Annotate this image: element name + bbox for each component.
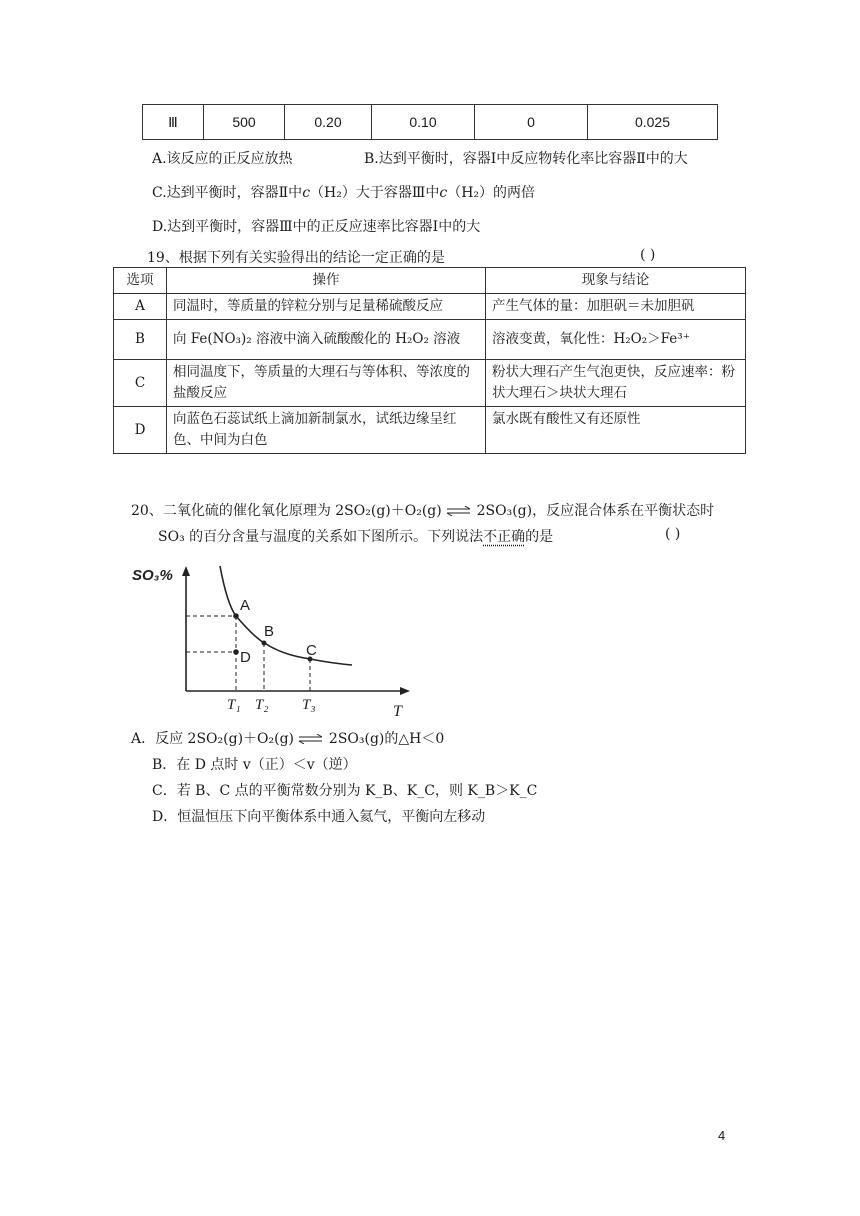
q20-option-d: D．恒温恒压下向平衡体系中通入氦气，平衡向左移动 [152, 809, 486, 825]
label-b: B [264, 623, 275, 640]
q20-emphasis: 不正确 [483, 529, 526, 545]
graph-xlabel: T [393, 703, 402, 718]
row-d-result: 氯水既有酸性又有还原性 [486, 407, 746, 454]
q20-stem-line2 [158, 526, 553, 546]
row-c-option: C [114, 360, 167, 407]
label-c: C [306, 642, 317, 659]
q18-option-d: D.达到平衡时，容器Ⅲ中的正反应速率比容器Ⅰ中的大 [152, 219, 481, 235]
q19-bracket: ( ) [640, 247, 656, 263]
row-d-option: D [114, 407, 167, 454]
page-number: 4 [718, 1128, 726, 1143]
q18-option-c-pre: C.达到平衡时，容器Ⅱ中 [152, 185, 303, 201]
container-table-row [142, 104, 718, 140]
q20-bracket: ( ) [665, 526, 681, 542]
cell-temp: 500 [204, 105, 285, 140]
label-d: D [240, 649, 251, 666]
header-operation: 操作 [167, 268, 486, 294]
row-label: Ⅲ [143, 105, 204, 140]
row-c-result: 粉状大理石产生气泡更快，反应速率：粉状大理石＞块状大理石 [486, 360, 746, 407]
row-a-result: 产生气体的量：加胆矾＝未加胆矾 [486, 294, 746, 320]
x-axis-arrow-icon [400, 687, 410, 695]
row-b-option: B [114, 320, 167, 360]
header-result: 现象与结论 [486, 268, 746, 294]
q18-option-c-mid: （H₂）大于容器Ⅲ中 [310, 185, 440, 201]
cell-3: 0 [475, 105, 588, 140]
header-option: 选项 [114, 268, 167, 294]
q18-option-c-c1: c [302, 185, 311, 201]
tick-t1: T₁ [227, 697, 241, 713]
cell-2: 0.10 [372, 105, 475, 140]
cell-4: 0.025 [588, 105, 718, 140]
q20-stem1-a: 20、二氧化硫的催化氧化原理为 2SO₂(g)＋O₂(g) [131, 503, 442, 519]
q18-option-c-c2: c [439, 185, 448, 201]
tick-t3: T₃ [302, 697, 316, 713]
row-a-operation: 同温时，等质量的锌粒分别与足量稀硫酸反应 [167, 294, 486, 320]
q20-stem1-b: 2SO₃(g)，反应混合体系在平衡状态时 [476, 503, 715, 519]
row-d-operation: 向蓝色石蕊试纸上滴加新制氯水，试纸边缘呈红色、中间为白色 [167, 407, 486, 454]
q20-stem2-a: SO₃ 的百分含量与温度的关系如下图所示。下列说法 [158, 529, 484, 545]
row-a-option: A [114, 294, 167, 320]
so3-temperature-graph [130, 558, 420, 718]
q20-option-a-post: 2SO₃(g)的△H＜0 [328, 731, 445, 747]
q20-option-a [131, 728, 444, 748]
equilibrium-arrow-icon [446, 506, 472, 516]
graph-ylabel: SO₃% [132, 567, 173, 584]
row-b-operation: 向 Fe(NO₃)₂ 溶液中滴入硫酸酸化的 H₂O₂ 溶液 [167, 320, 486, 360]
q20-stem2-b: 的是 [525, 529, 554, 545]
point-b [262, 641, 267, 646]
q20-stem-line1 [131, 500, 714, 520]
q19-stem: 19、根据下列有关实验得出的结论一定正确的是 [147, 250, 445, 266]
q18-option-a: A.该反应的正反应放热 [152, 151, 293, 167]
q20-option-c: C．若 B、C 点的平衡常数分别为 K_B、K_C，则 K_B＞K_C [152, 783, 538, 799]
label-a: A [240, 597, 251, 614]
q19-table [113, 267, 746, 454]
q20-option-b: B．在 D 点时 v（正）＜v（逆） [152, 757, 357, 773]
point-d [233, 649, 239, 655]
row-b-result: 溶液变黄，氧化性：H₂O₂＞Fe³⁺ [486, 320, 746, 360]
point-a [233, 613, 239, 619]
q20-option-a-pre: A．反应 2SO₂(g)＋O₂(g) [131, 731, 295, 747]
q18-option-c [152, 182, 535, 202]
cell-1: 0.20 [285, 105, 372, 140]
row-c-operation: 相同温度下，等质量的大理石与等体积、等浓度的盐酸反应 [167, 360, 486, 407]
tick-t2: T₂ [255, 697, 269, 713]
equilibrium-arrow-icon [298, 734, 324, 744]
q18-option-b: B.达到平衡时，容器Ⅰ中反应物转化率比容器Ⅱ中的大 [364, 151, 688, 167]
q18-option-c-post: （H₂）的两倍 [447, 185, 536, 201]
y-axis-arrow-icon [182, 566, 190, 576]
